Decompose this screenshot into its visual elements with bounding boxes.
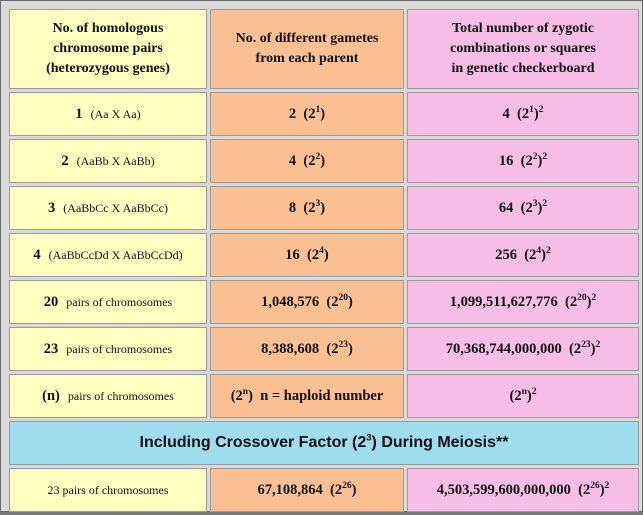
cross-description: pairs of chromosomes: [66, 342, 173, 356]
header-col3-line2: combinations or squares: [450, 41, 596, 56]
cross-description: pairs of chromosomes: [67, 389, 174, 403]
gametes-value: 8: [288, 199, 297, 216]
gametes-cell: 4 $(2^2)$: [210, 139, 404, 183]
square-exponent: 2: [591, 292, 597, 303]
total-cell: 64 $(2^3)^2$: [407, 186, 639, 230]
square-exponent: 2: [604, 480, 610, 491]
gametes-exponent: 2: [315, 151, 321, 162]
gametes-cell: 8,388,608 $(2^{23})$: [210, 327, 404, 371]
table-row-crossover: [9, 468, 639, 512]
cross-description: (AaBb X AaBb): [76, 154, 155, 168]
gametes-exponent: 20: [338, 292, 348, 303]
square-exponent: 2: [538, 104, 544, 115]
total-value: 70,368,744,000,000: [445, 340, 562, 357]
cross-description: pairs of chromosomes: [66, 295, 173, 309]
header-col3-line3: in genetic checkerboard: [451, 61, 595, 76]
table-row: [9, 233, 639, 277]
gametes-cell: 1,048,576 $(2^{20})$: [210, 280, 404, 324]
header-zygotic-combinations: [407, 9, 639, 89]
total-cell: 4 $(2^1)^2$: [407, 92, 639, 136]
total-value: 4: [502, 105, 510, 122]
total-cell: $(2^n)^2$: [407, 374, 639, 418]
gametes-exponent: n: [242, 386, 249, 397]
total-value: 4,503,599,600,000,000: [436, 481, 571, 498]
pairs-count: 20: [43, 294, 59, 310]
pairs-count: 3: [48, 200, 56, 216]
table-row: [9, 280, 639, 324]
pairs-cell: [9, 468, 207, 512]
cross-description: (AaBbCc X AaBbCc): [63, 201, 168, 215]
crossover-heading-exponent: 3: [366, 432, 372, 444]
table-row: [9, 327, 639, 371]
total-exponent: 1: [529, 104, 534, 115]
pairs-count: 4: [33, 247, 41, 263]
gametes-exponent: 1: [315, 104, 321, 115]
pairs-cell: [9, 374, 207, 418]
total-cell: 1,099,511,627,776 $(2^{20})^2$: [407, 280, 639, 324]
cross-description: 23 pairs of chromosomes: [47, 483, 169, 497]
gamete-combinations-table: [6, 6, 642, 515]
total-exponent: n: [521, 386, 527, 397]
total-value: 256: [495, 246, 518, 263]
header-gametes: [210, 9, 404, 89]
gametes-value: 1,048,576: [261, 293, 320, 310]
pairs-count: 2: [61, 153, 69, 169]
pairs-cell: [9, 327, 207, 371]
total-cell: 70,368,744,000,000 $(2^{23})^2$: [407, 327, 639, 371]
table-row-n: [9, 374, 639, 418]
gametes-value: 2: [288, 105, 297, 122]
gametes-cell: (2$^n$) n = haploid number: [210, 374, 404, 418]
gametes-exponent: 4: [319, 245, 324, 256]
header-col2-line2: from each parent: [255, 51, 359, 66]
header-col1-line3: (heterozygous genes): [46, 61, 170, 76]
table-row: [9, 186, 639, 230]
total-exponent: 3: [532, 198, 538, 209]
total-value: 64: [498, 199, 514, 216]
total-cell: 4,503,599,600,000,000 $(2^{26})^2$: [407, 468, 639, 512]
pairs-cell: [9, 92, 207, 136]
pairs-cell: [9, 186, 207, 230]
pairs-count: 1: [75, 106, 83, 122]
gametes-exponent: 23: [338, 339, 348, 350]
square-exponent: 2: [542, 198, 548, 209]
pairs-count: (n): [42, 388, 60, 404]
total-exponent: 4: [536, 245, 542, 256]
gametes-exponent: 26: [342, 480, 352, 491]
gametes-cell: 16 $(2^4)$: [210, 233, 404, 277]
gametes-value: 67,108,864: [257, 481, 323, 498]
header-chromosome-pairs: [9, 9, 207, 89]
total-cell: 256 $(2^4)^2$: [407, 233, 639, 277]
square-exponent: 2: [545, 245, 551, 256]
header-col1-line1: No. of homologous: [52, 21, 164, 36]
gametes-exponent: 3: [315, 198, 321, 209]
gametes-value: 8,388,608: [261, 340, 320, 357]
total-exponent: 23: [581, 339, 591, 350]
gametes-cell: 2 $(2^1)$: [210, 92, 404, 136]
gametes-value: 16: [285, 246, 300, 263]
total-value: 16: [498, 152, 514, 169]
crossover-band-row: [9, 421, 639, 465]
total-exponent: 26: [590, 480, 600, 491]
header-col1-line2: chromosome pairs: [53, 41, 163, 56]
total-exponent: 20: [577, 292, 587, 303]
haploid-note: n = haploid number: [260, 387, 384, 404]
crossover-heading-prefix: Including Crossover Factor (2: [139, 434, 367, 451]
table-row: [9, 139, 639, 183]
pairs-cell: [9, 280, 207, 324]
header-col3-line1: Total number of zygotic: [452, 21, 594, 36]
crossover-heading-suffix: ) During Meiosis**: [371, 434, 509, 451]
gametes-cell: 8 $(2^3)$: [210, 186, 404, 230]
table-row: [9, 92, 639, 136]
cross-description: (Aa X Aa): [90, 107, 141, 121]
cross-description: (AaBbCcDd X AaBbCcDd): [48, 248, 183, 262]
gametes-cell: 67,108,864 $(2^{26})$: [210, 468, 404, 512]
table-header-row: [9, 9, 639, 89]
gametes-value: 4: [288, 152, 297, 169]
total-value: 1,099,511,627,776: [449, 293, 558, 310]
pairs-cell: [9, 139, 207, 183]
square-exponent: 2: [542, 151, 548, 162]
crossover-heading: [9, 421, 639, 465]
total-exponent: 2: [532, 151, 538, 162]
total-cell: 16 $(2^2)^2$: [407, 139, 639, 183]
square-exponent: 2: [531, 386, 537, 397]
pairs-count: 23: [43, 341, 59, 357]
square-exponent: 2: [595, 339, 601, 350]
header-col2-line1: No. of different gametes: [235, 31, 379, 46]
pairs-cell: [9, 233, 207, 277]
